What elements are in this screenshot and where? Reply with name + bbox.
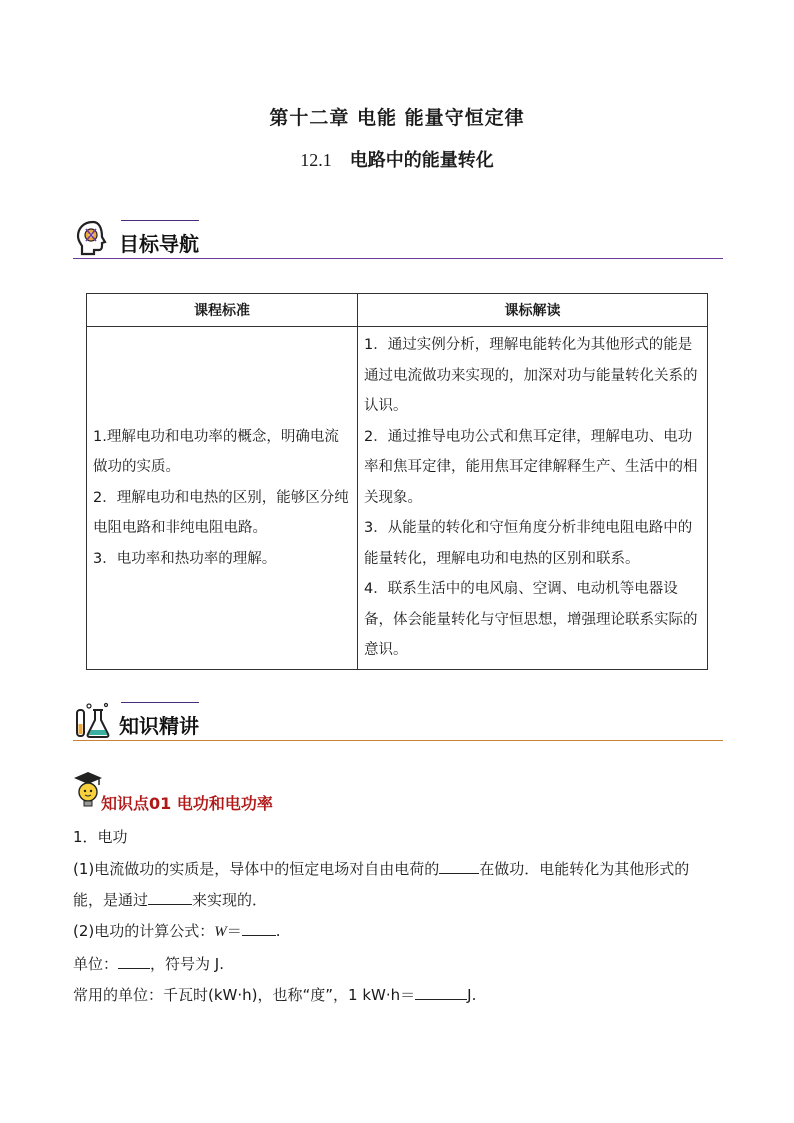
- content-text: (2)电功的计算公式：: [73, 922, 215, 940]
- interpretation-item: 1．通过实例分析，理解电能转化为其他形式的能是通过电流做功来实现的，加深对功与能量转化关系的认识。: [364, 337, 698, 414]
- content-line: [73, 952, 723, 975]
- section-number: 12.1: [300, 150, 332, 170]
- content-text: ＝: [226, 922, 242, 940]
- item-title: 1．电功: [73, 828, 128, 846]
- section-header-target: [73, 218, 723, 262]
- standard-item: 3．电功率和热功率的理解。: [93, 550, 277, 567]
- fill-blank[interactable]: [118, 952, 150, 969]
- curriculum-table: [86, 293, 708, 670]
- standard-item: 2．理解电功和电热的区别，能够区分纯电阻电路和非纯电阻电路。: [93, 489, 349, 536]
- section-title: [0, 146, 794, 172]
- chapter-title: 第十二章 电能 能量守恒定律: [269, 107, 525, 129]
- content-text: 常用的单位：千瓦时(kW·h)，也称“度”，1 kW·h＝: [73, 986, 416, 1004]
- interpretation-item: 3．从能量的转化和守恒角度分析非纯电阻电路中的能量转化，理解电功和电热的区别和联系。: [364, 520, 693, 567]
- content-text: J.: [467, 986, 477, 1004]
- content-text: 单位：: [73, 955, 119, 973]
- graduate-bulb-icon: [72, 770, 104, 810]
- fill-blank[interactable]: [242, 919, 276, 936]
- lab-flask-icon: [73, 700, 113, 740]
- section-divider: [73, 740, 723, 741]
- content-line: [73, 888, 723, 911]
- fill-blank[interactable]: [148, 888, 192, 905]
- fill-blank[interactable]: [415, 983, 467, 1000]
- knowledge-point-header: [72, 770, 472, 813]
- content-line: [73, 983, 723, 1006]
- content-text: (1)电流做功的实质是，导体中的恒定电场对自由电荷的: [73, 860, 440, 878]
- standard-cell: [87, 327, 358, 670]
- interpretation-item: 4．联系生活中的电风扇、空调、电动机等电器设备，体会能量转化与守恒思想，增强理论联系实际的意识。: [364, 581, 698, 658]
- content-text: 来实现的．: [192, 891, 268, 909]
- content-text: 能，是通过: [73, 891, 149, 909]
- content-line: [73, 857, 723, 880]
- section-title-text: 电路中的能量转化: [349, 150, 494, 171]
- section-label: 目标导航: [119, 232, 199, 256]
- head-brain-icon: [73, 218, 113, 258]
- table-header-standard: 课程标准: [87, 294, 358, 327]
- fill-blank[interactable]: [439, 857, 479, 874]
- formula-variable: W: [214, 924, 227, 940]
- section-label: 知识精讲: [119, 714, 199, 738]
- content-text: ，符号为 J.: [150, 955, 224, 973]
- header-decoration-line: [121, 702, 199, 703]
- standard-item: 1.理解电功和电功率的概念，明确电流做功的实质。: [93, 428, 339, 475]
- section-header-knowledge: [73, 700, 723, 744]
- section-divider: [73, 258, 723, 259]
- knowledge-point-label: 知识点01 电功和电功率: [101, 794, 273, 813]
- content-text: .: [275, 922, 281, 940]
- content-text: 在做功．电能转化为其他形式的: [479, 860, 690, 878]
- table-header-interpretation: 课标解读: [358, 294, 708, 327]
- interpretation-item: 2．通过推导电功公式和焦耳定律，理解电功、电功率和焦耳定律，能用焦耳定律解释生产、生活中的相关现象。: [364, 428, 698, 506]
- content-line: [73, 919, 723, 943]
- header-decoration-line: [121, 220, 199, 221]
- interpretation-cell: [358, 327, 708, 670]
